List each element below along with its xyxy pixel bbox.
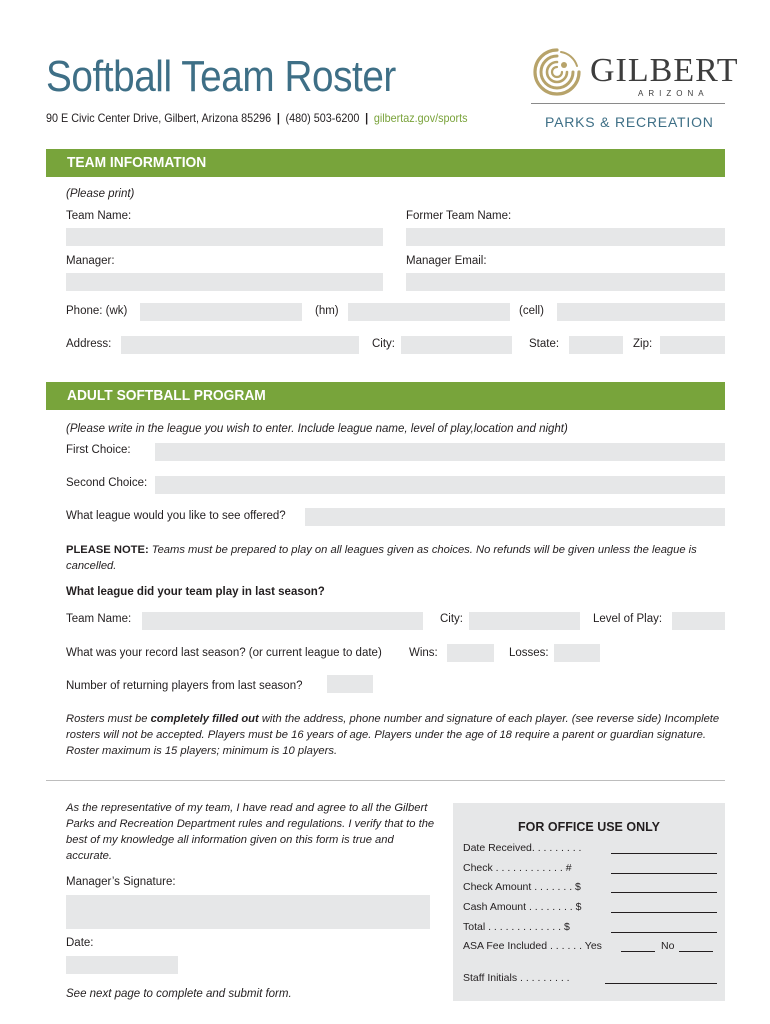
last-city-label: City: xyxy=(440,613,463,625)
last-city-field[interactable] xyxy=(469,612,580,630)
logo-gilbert: GILBERT xyxy=(590,52,739,89)
check-number-line[interactable] xyxy=(611,873,717,874)
asa-yes-line[interactable] xyxy=(621,951,655,952)
phone-wk-field[interactable] xyxy=(140,303,302,321)
level-of-play-field[interactable] xyxy=(672,612,725,630)
phone-hm-field[interactable] xyxy=(348,303,510,321)
last-season-question: What league did your team play in last season? xyxy=(66,586,325,598)
returning-players-question: Number of returning players from last season? xyxy=(66,680,303,692)
manager-email-label: Manager Email: xyxy=(406,255,487,267)
last-team-name-field[interactable] xyxy=(142,612,423,630)
roster-rules: Rosters must be completely filled out with the address, phone number and signature of each player. (see reverse side) Incomplete rosters will not be accepted. Players must be 16 years of age. Players under the age of 18 require a parent or guardian signature. Roster maximum is 15 players; minimum is 10 players. xyxy=(66,713,720,757)
returning-players-field[interactable] xyxy=(327,675,373,693)
phone-wk-label: Phone: (wk) xyxy=(66,305,128,317)
date-received-label: Date Received. . . . . . . . . xyxy=(463,842,582,854)
record-question: What was your record last season? (or current league to date) xyxy=(66,647,382,659)
address-label: Address: xyxy=(66,338,112,350)
asa-no-label: No xyxy=(661,940,675,952)
logo-arizona: ARIZONA xyxy=(638,89,709,98)
program-instruction: (Please write in the league you wish to enter. Include league name, level of play,location and night) xyxy=(66,423,568,435)
total-line[interactable] xyxy=(611,932,717,933)
former-team-name-field[interactable] xyxy=(406,228,725,246)
team-name-label: Team Name: xyxy=(66,210,132,222)
state-field[interactable] xyxy=(569,336,623,354)
wins-field[interactable] xyxy=(447,644,494,662)
phone-hm-label: (hm) xyxy=(315,305,339,317)
zip-field[interactable] xyxy=(660,336,725,354)
check-amount-line[interactable] xyxy=(611,892,717,893)
check-amount-label: Check Amount . . . . . . . $ xyxy=(463,881,581,893)
first-choice-label: First Choice: xyxy=(66,444,131,456)
address-text: 90 E Civic Center Drive, Gilbert, Arizona 85296 xyxy=(46,111,272,125)
please-note: PLEASE NOTE: Teams must be prepared to play on all leagues given as choices. No refunds will be given unless the league is cancelled. xyxy=(66,544,697,572)
date-field[interactable] xyxy=(66,956,178,974)
asa-fee-label: ASA Fee Included . . . . . . Yes xyxy=(463,940,602,952)
separator: | xyxy=(365,111,369,125)
last-team-name-label: Team Name: xyxy=(66,613,132,625)
please-print-note: (Please print) xyxy=(66,188,135,200)
wins-label: Wins: xyxy=(409,647,438,659)
program-heading: ADULT SOFTBALL PROGRAM xyxy=(46,382,725,410)
total-label: Total . . . . . . . . . . . . . $ xyxy=(463,921,570,933)
league-offered-field[interactable] xyxy=(305,508,725,526)
former-team-name-label: Former Team Name: xyxy=(406,210,512,222)
manager-email-field[interactable] xyxy=(406,273,725,291)
league-offered-label: What league would you like to see offered? xyxy=(66,510,286,522)
footer-note: See next page to complete and submit form. xyxy=(66,988,292,1000)
zip-label: Zip: xyxy=(633,338,653,350)
cash-amount-line[interactable] xyxy=(611,912,717,913)
phone-cell-label: (cell) xyxy=(519,305,544,317)
staff-initials-label: Staff Initials . . . . . . . . . xyxy=(463,972,570,984)
website-link[interactable]: gilbertaz.gov/sports xyxy=(373,111,468,125)
logo-divider xyxy=(531,103,725,104)
contact-line xyxy=(46,111,468,125)
first-choice-field[interactable] xyxy=(155,443,725,461)
team-name-field[interactable] xyxy=(66,228,383,246)
team-info-heading: TEAM INFORMATION xyxy=(46,149,725,177)
city-field[interactable] xyxy=(401,336,512,354)
city-label: City: xyxy=(372,338,395,350)
date-received-line[interactable] xyxy=(611,853,717,854)
signature-field[interactable] xyxy=(66,895,430,929)
date-label: Date: xyxy=(66,937,94,949)
gilbert-swirl-logo-icon xyxy=(531,46,583,98)
level-of-play-label: Level of Play: xyxy=(593,613,663,625)
phone-text: (480) 503-6200 xyxy=(285,111,360,125)
asa-no-line[interactable] xyxy=(679,951,713,952)
second-choice-field[interactable] xyxy=(155,476,725,494)
address-field[interactable] xyxy=(121,336,359,354)
agreement-text: As the representative of my team, I have read and agree to all the Gilbert Parks and Recreation Department rules and regulations. I verify that to the best of my knowledge all information given on this form is true and accurate. xyxy=(66,802,435,862)
manager-field[interactable] xyxy=(66,273,383,291)
check-label: Check . . . . . . . . . . . . # xyxy=(463,862,572,874)
losses-field[interactable] xyxy=(554,644,600,662)
section-divider xyxy=(46,780,725,781)
manager-label: Manager: xyxy=(66,255,115,267)
staff-initials-line[interactable] xyxy=(605,983,717,984)
page-title: Softball Team Roster xyxy=(46,52,396,101)
signature-label: Manager’s Signature: xyxy=(66,876,176,888)
losses-label: Losses: xyxy=(509,647,549,659)
second-choice-label: Second Choice: xyxy=(66,477,148,489)
office-use-title: FOR OFFICE USE ONLY xyxy=(518,820,660,834)
office-use-box xyxy=(453,803,725,1001)
cash-amount-label: Cash Amount . . . . . . . . $ xyxy=(463,901,582,913)
separator: | xyxy=(276,111,280,125)
state-label: State: xyxy=(529,338,560,350)
phone-cell-field[interactable] xyxy=(557,303,725,321)
logo-department: PARKS & RECREATION xyxy=(545,114,714,130)
